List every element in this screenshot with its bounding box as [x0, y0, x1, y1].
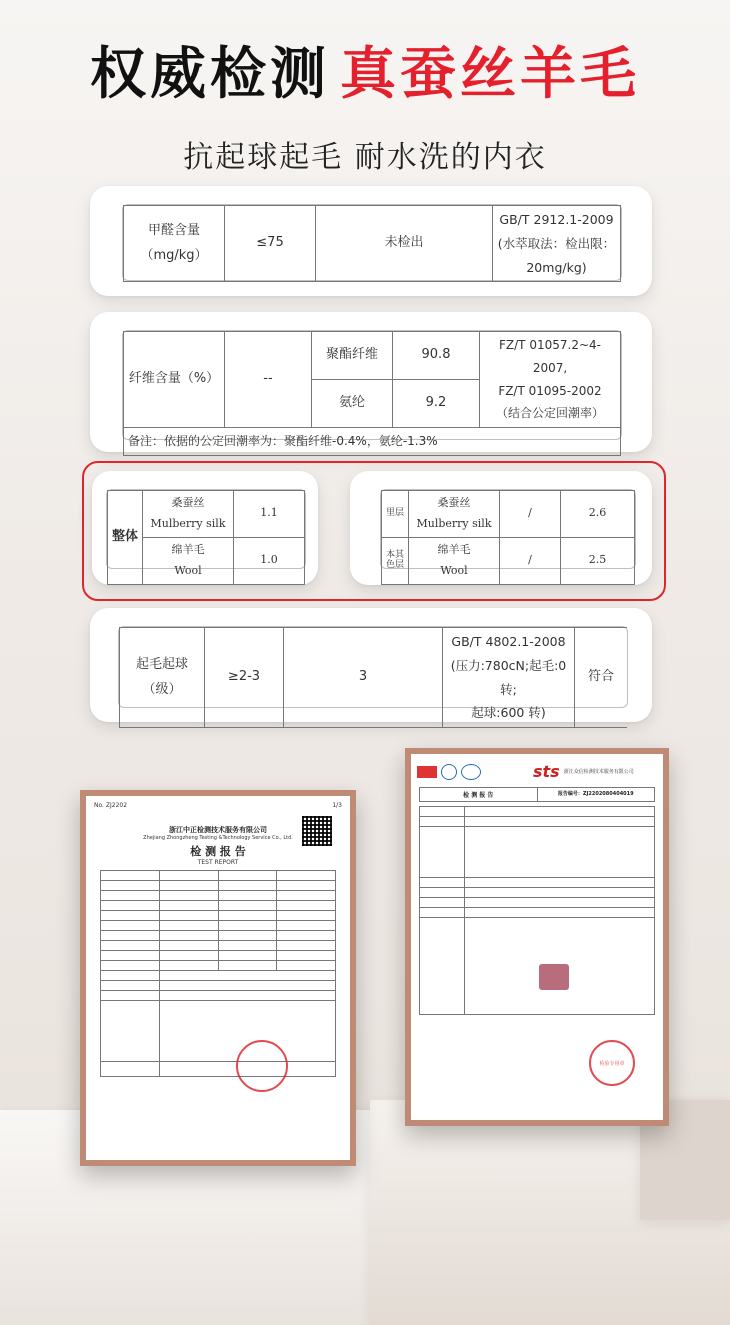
formaldehyde-item-line1: 甲醛含量 — [147, 222, 200, 238]
report-left-table — [100, 870, 336, 1077]
report-right-document — [411, 754, 663, 1120]
pilling-item-line1: 起毛起球 — [135, 656, 188, 672]
silk-right-row2-cn: 绵羊毛 — [437, 542, 471, 556]
fiber-card — [90, 312, 652, 452]
silk-left-label: 整体 — [108, 491, 143, 585]
pilling-standard-line3: 起球:600 转) — [471, 705, 546, 721]
pilling-table — [119, 627, 627, 728]
formaldehyde-table — [123, 205, 621, 282]
report-frame-left — [80, 790, 356, 1166]
report-right-org-cn: 浙江众信检测技术服务有限公司 — [563, 768, 634, 775]
headline-part1: 权威检测 — [90, 42, 330, 107]
silk-left-row2-cn: 绵羊毛 — [171, 542, 205, 556]
formaldehyde-requirement: ≤75 — [225, 206, 316, 282]
pilling-standard-line1: GB/T 4802.1-2008 — [451, 634, 566, 649]
silk-left-card — [92, 471, 318, 585]
report-left-stamp-icon — [236, 1040, 288, 1092]
formaldehyde-item-line2: （mg/kg） — [140, 247, 208, 263]
cnas-logo-icon — [461, 764, 481, 780]
silk-left-row1-value: 1.1 — [234, 491, 305, 538]
silk-left-row2-en: Wool — [174, 563, 202, 577]
formaldehyde-standard-line2: (水萃取法：检出限： — [497, 235, 616, 251]
fiber-note: 备注：依据的公定回潮率为：聚酯纤维-0.4%，氨纶-1.3% — [124, 428, 621, 456]
fiber-standard-line2: FZ/T 01095-2002 — [498, 383, 602, 398]
silk-left-row2-value: 1.0 — [234, 537, 305, 584]
silk-left-table — [107, 490, 305, 585]
fiber-standard-line1: FZ/T 01057.2~4-2007, — [499, 338, 601, 375]
pilling-item-line2: （级） — [142, 681, 182, 697]
formaldehyde-result: 未检出 — [316, 206, 493, 282]
pilling-standard-line2: (压力:780cN;起毛:0 转; — [450, 657, 567, 697]
silk-right-row2-value: 2.5 — [561, 537, 635, 584]
fiber-requirement: -- — [225, 332, 312, 428]
pilling-verdict: 符合 — [575, 628, 628, 728]
page-title — [0, 30, 730, 110]
pilling-card — [90, 608, 652, 722]
fiber2-name: 氨纶 — [312, 380, 393, 428]
pilling-requirement: ≥2-3 — [205, 628, 284, 728]
silk-left-row1-en: Mulberry silk — [150, 516, 226, 530]
report-right-stamp-icon — [589, 1040, 635, 1086]
report-left-title-en: TEST REPORT — [197, 859, 239, 867]
report-right-report-no: 报告编号：ZJ2202080404019 — [537, 788, 655, 801]
pilling-result: 3 — [284, 628, 443, 728]
headline-part2: 真蚕丝羊毛 — [340, 42, 640, 107]
fiber-table — [123, 331, 621, 456]
silk-right-label-bottom: 本其色层 — [382, 537, 409, 584]
fiber2-value: 9.2 — [393, 380, 480, 428]
silk-right-row1-cn: 桑蚕丝 — [437, 496, 471, 509]
report-right-table — [419, 806, 655, 1015]
report-right-stamp-text: 检验专用章 — [599, 1060, 625, 1067]
silk-right-row1-mid: / — [500, 491, 561, 538]
subtitle: 抗起球起毛 耐水洗的内衣 — [183, 140, 547, 175]
report-left-title-cn: 检 测 报 告 — [190, 845, 246, 859]
report-left-document: No. ZJ2202 1/3 浙江中正检测技术服务有限公司 Zhejiang Zhongzheng Testing &Technology Service Co., Ltd. 检 测 报 告 TEST REPORT — [86, 796, 350, 1160]
fiber-standard-line3: （结合公定回潮率） — [495, 406, 604, 421]
fiber1-name: 聚酯纤维 — [312, 332, 393, 380]
silk-right-label-top: 里层 — [382, 491, 409, 538]
report-left-org-en: Zhejiang Zhongzheng Testing &Technology Service Co., Ltd. — [143, 835, 293, 842]
fiber1-value: 90.8 — [393, 332, 480, 380]
formaldehyde-standard-line3: 20mg/kg) — [526, 259, 587, 275]
sts-logo: sts — [533, 762, 560, 781]
silk-left-row1-cn: 桑蚕丝 — [171, 496, 205, 509]
silk-right-row2-mid: / — [500, 537, 561, 584]
formaldehyde-standard-line1: GB/T 2912.1-2009 — [499, 212, 614, 227]
garment-photo — [539, 964, 569, 990]
qr-code-icon — [302, 816, 332, 846]
formaldehyde-card — [90, 186, 652, 296]
fiber-item: 纤维含量（%） — [124, 332, 225, 428]
silk-right-row1-value: 2.6 — [561, 491, 635, 538]
ilac-logo-icon — [441, 764, 457, 780]
report-frame-right — [405, 748, 669, 1126]
silk-right-table — [381, 490, 635, 585]
report-right-title-cn: 检 测 报 告 — [463, 792, 494, 799]
silk-right-row2-en: Wool — [440, 563, 468, 577]
report-left-org-cn: 浙江中正检测技术服务有限公司 — [169, 826, 267, 835]
silk-right-row1-en: Mulberry silk — [416, 516, 492, 530]
silk-right-card — [350, 471, 652, 585]
cma-logo-icon — [417, 766, 437, 778]
